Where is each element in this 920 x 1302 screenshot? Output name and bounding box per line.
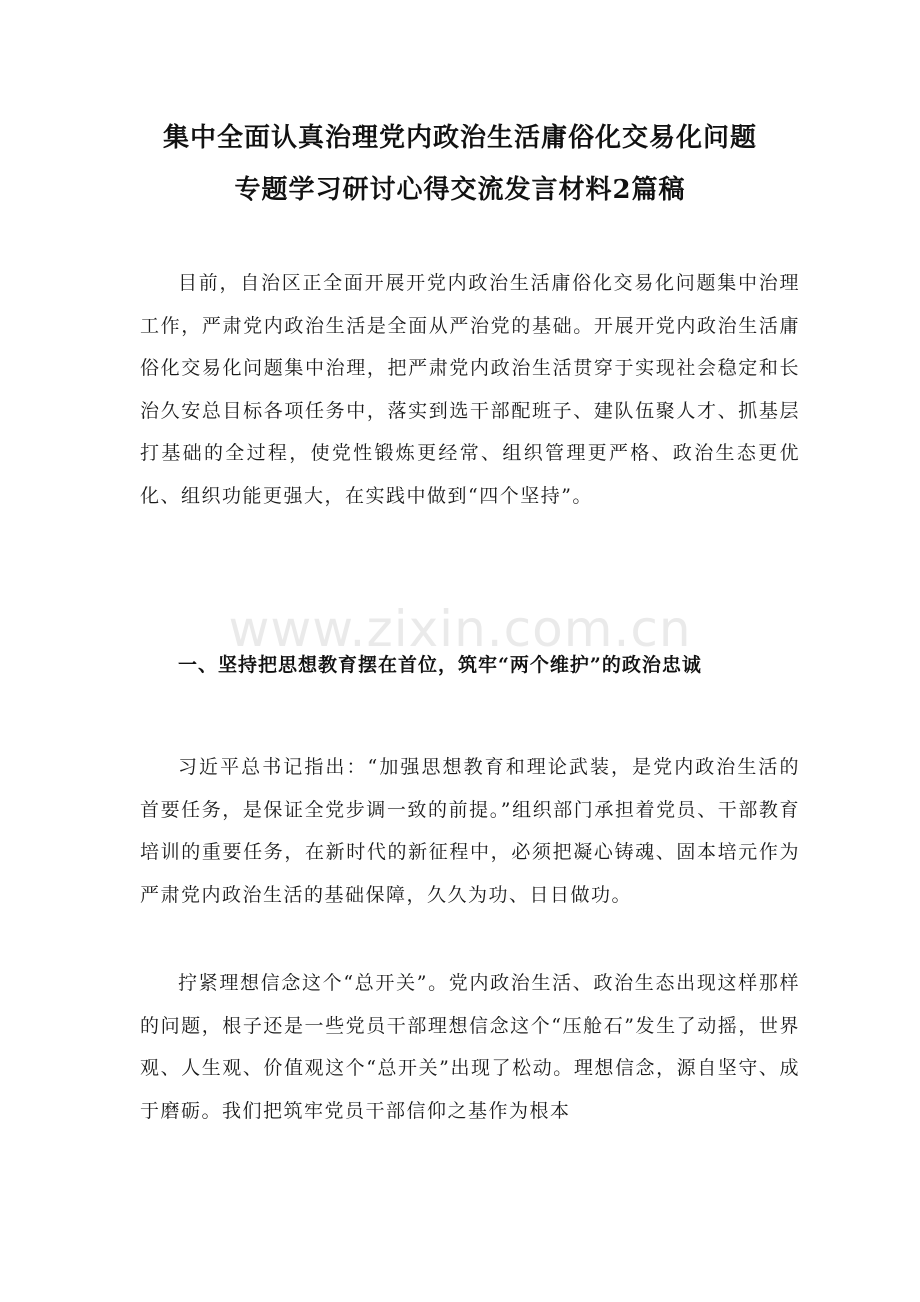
- paragraph-intro: 目前，自治区正全面开展开党内政治生活庸俗化交易化问题集中治理工作，严肃党内政治生活是全面从严治党的基础。开展开党内政治生活庸俗化交易化问题集中治理，把严肃党内政治生活贯穿于实现社会稳定和长治久安总目标各项任务中，落实到选干部配班子、建队伍聚人才、抓基层打基础的全过程，使党性锻炼更经常、组织管理更严格、政治生态更优化、组织功能更强大，在实践中做到“四个坚持”。: [140, 272, 800, 507]
- watermark: www.zixin.com.cn: [228, 600, 692, 658]
- section-heading-1: 一、坚持把思想教育摆在首位，筑牢“两个维护”的政治忠诚: [178, 654, 702, 676]
- paragraph-section-1-a: 习近平总书记指出：“加强思想教育和理论武装，是党内政治生活的首要任务，是保证全党步调一致的前提。”组织部门承担着党员、干部教育培训的重要任务，在新时代的新征程中，必须把凝心铸魂、固本培元作为严肃党内政治生活的基础保障，久久为功、日日做功。: [140, 756, 800, 906]
- document-title-line-1: 集中全面认真治理党内政治生活庸俗化交易化问题: [162, 123, 757, 153]
- paragraph-section-1-b: 拧紧理想信念这个“总开关”。党内政治生活、政治生态出现这样那样的问题，根子还是一些党员干部理想信念这个“压舱石”发生了动摇，世界观、人生观、价值观这个“总开关”出现了松动。理想信念，源自坚守、成于磨砺。我们把筑牢党员干部信仰之基作为根本: [140, 972, 800, 1122]
- document-title-line-2: 专题学习研讨心得交流发言材料2篇稿: [234, 175, 686, 205]
